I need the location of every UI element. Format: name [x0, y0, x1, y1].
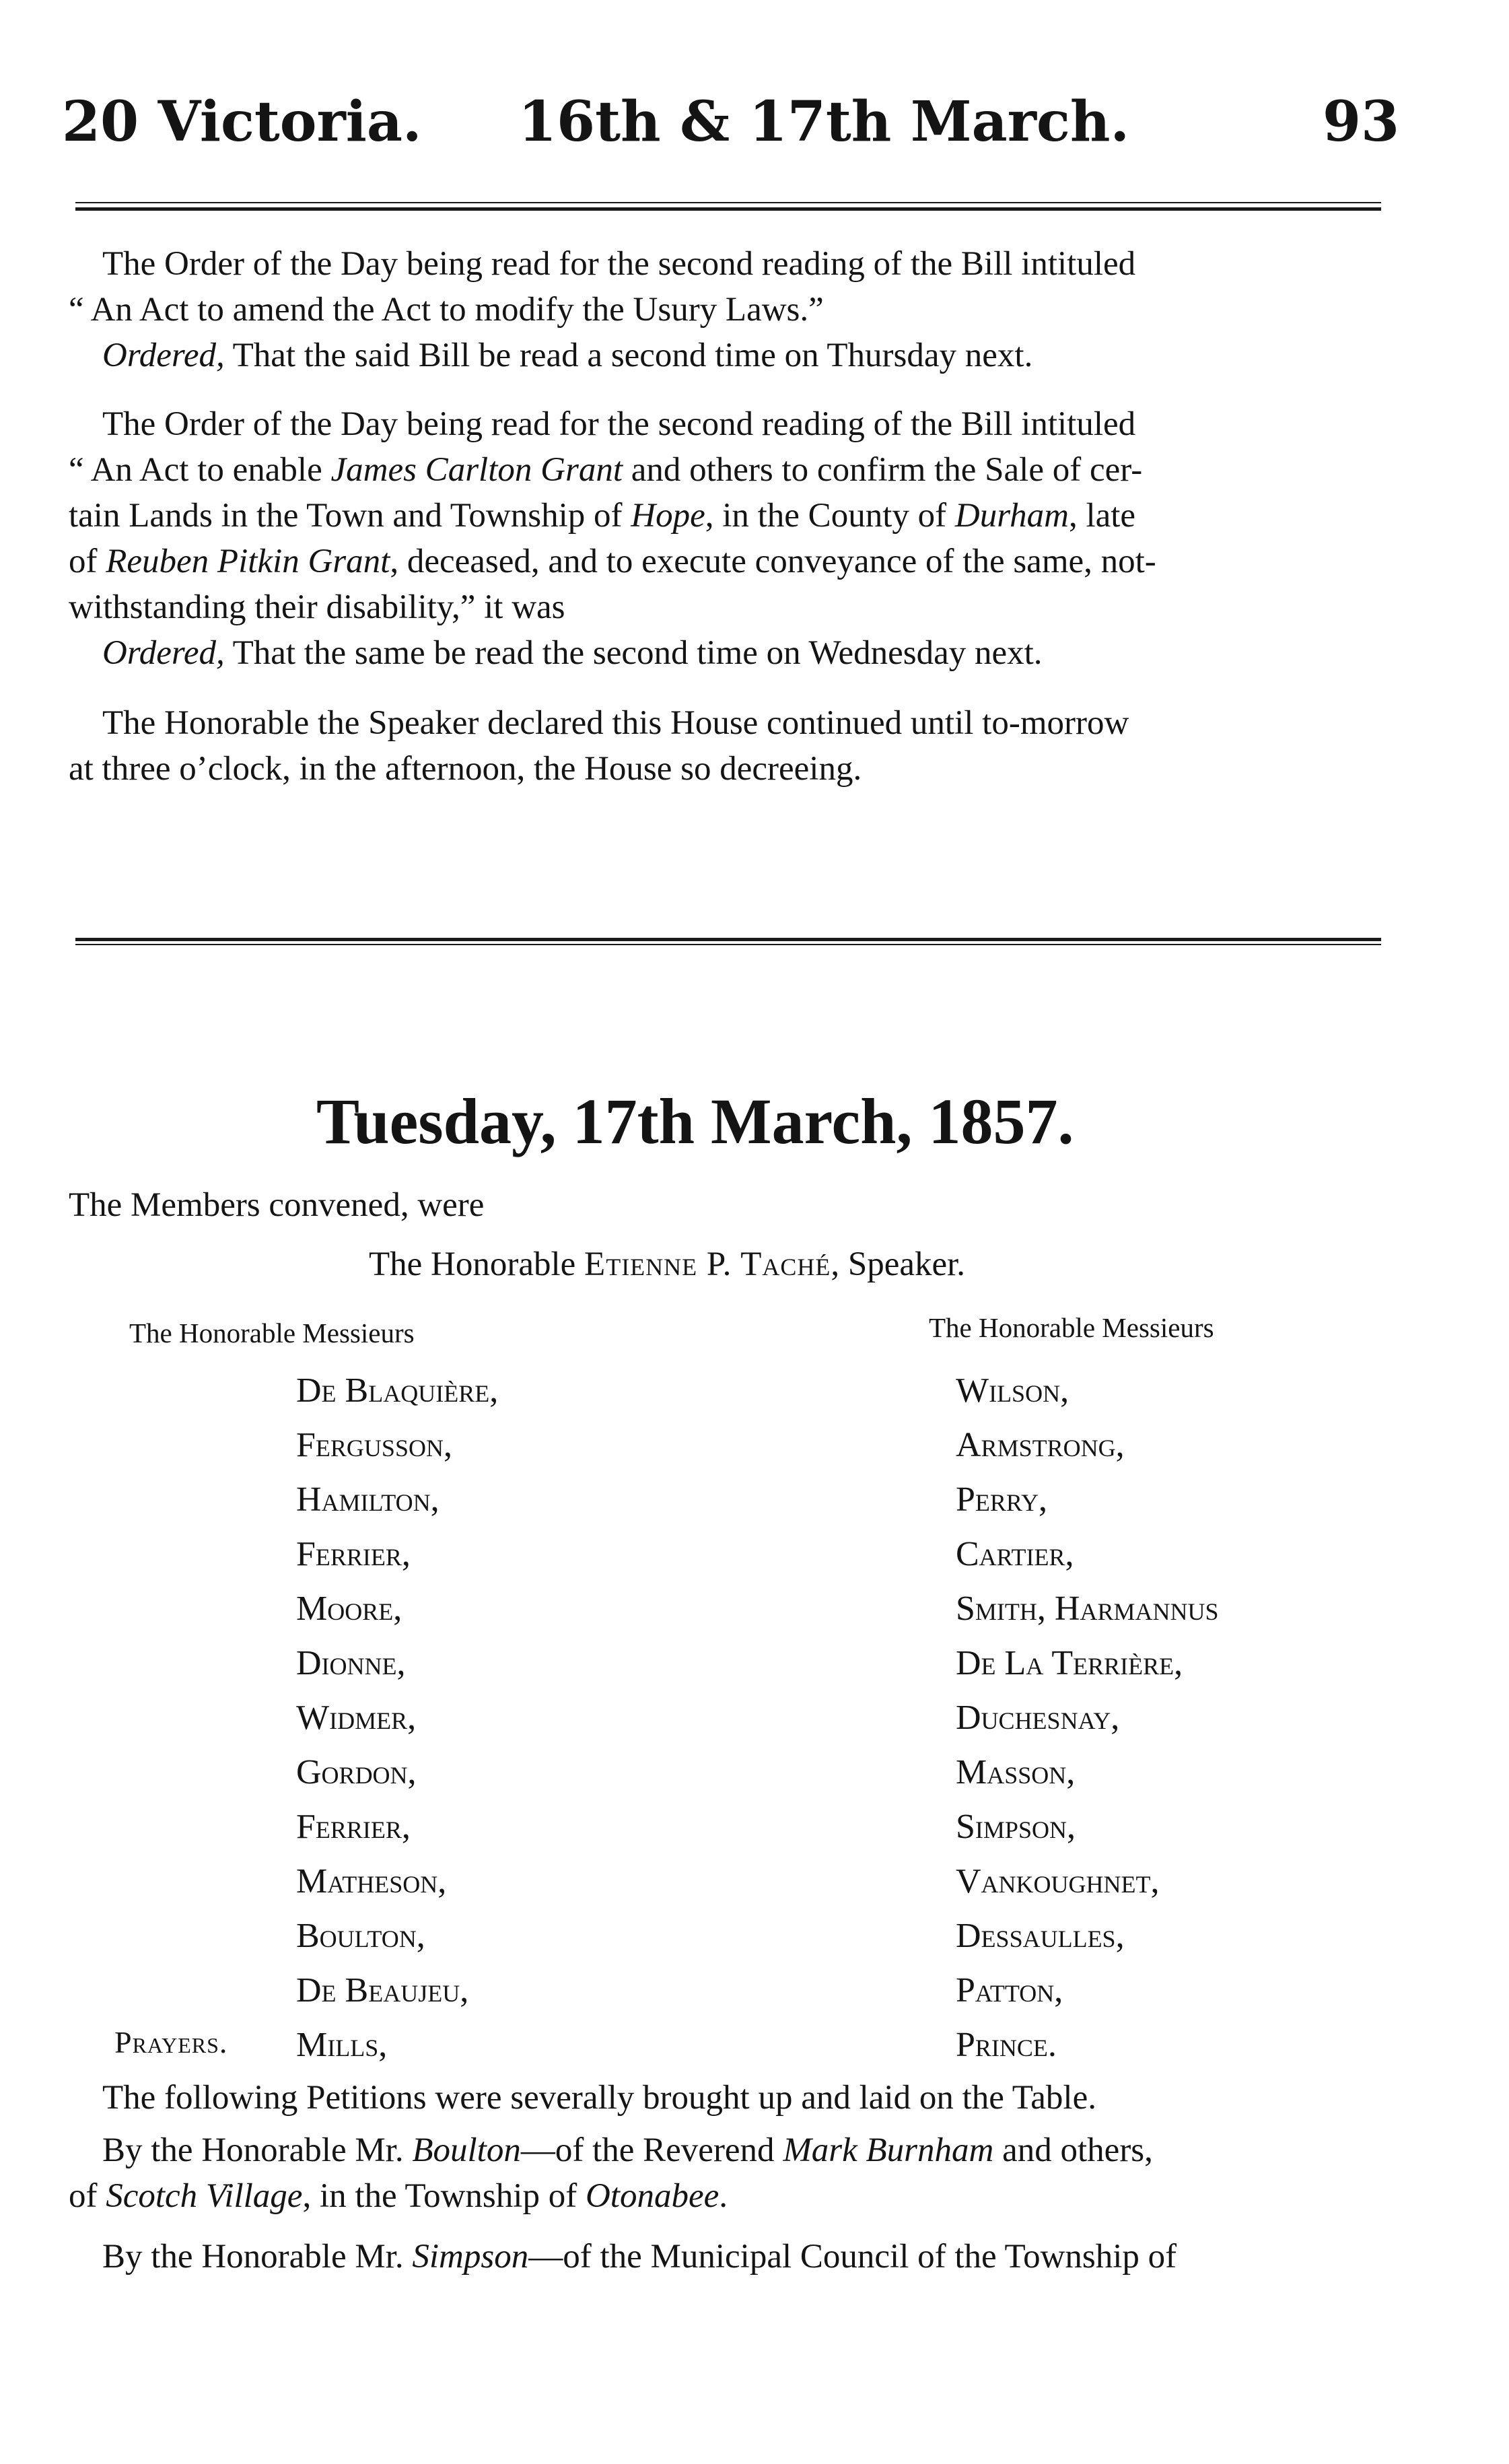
place-name: Hope [631, 497, 705, 535]
members-convened: The Members convened, were [69, 1186, 485, 1224]
paragraph-adjournment [69, 700, 1395, 792]
text-line: The following Petitions were severally brought up and laid on the Table. [102, 2079, 1096, 2117]
paragraph-grant-bill [69, 401, 1395, 676]
member-right: Masson, [956, 1753, 1076, 1791]
section-rule-thick [75, 938, 1381, 941]
text-span: and others to confirm the Sale of cer- [622, 451, 1143, 489]
member-right: Smith, Harmannus [956, 1589, 1219, 1628]
text-span: , in the Township of [302, 2177, 586, 2215]
petitions-block [69, 2075, 1395, 2280]
header-rule-thick [75, 207, 1381, 211]
speaker-name: Etienne P. Taché [584, 1245, 831, 1283]
text-span: , in the County of [705, 497, 955, 535]
text-span: —of the Municipal Council of the Township of [528, 2238, 1177, 2275]
member-left: Dionne, [296, 1644, 406, 1682]
text-line: at three o’clock, in the afternoon, the House so decreeing. [69, 750, 862, 788]
text-span: of [69, 543, 106, 580]
place-name: Scotch Village [106, 2177, 303, 2215]
text-span: That the said Bill be read a second time on Thursday next. [224, 337, 1033, 374]
member-right: De La Terrière, [956, 1644, 1183, 1682]
text-span: By the Honorable Mr. [102, 2131, 413, 2169]
speaker-line [369, 1241, 965, 1287]
member-right: Armstrong, [956, 1426, 1125, 1464]
day-heading: Tuesday, 17th March, 1857. [316, 1085, 1074, 1157]
member-left: Gordon, [296, 1753, 417, 1791]
person-name: Boulton [412, 2131, 521, 2169]
header-rule-thin [75, 202, 1381, 203]
header-center: 16th & 17th March. [518, 90, 1130, 154]
ordered-label: Ordered, [102, 634, 225, 672]
member-left: De Beaujeu, [296, 1971, 469, 2010]
text-line: The Order of the Day being read for the second reading of the Bill intituled [102, 245, 1136, 283]
text-line [69, 2234, 1395, 2280]
member-right: Duchesnay, [956, 1699, 1120, 1737]
text-line [69, 539, 1395, 584]
text-line [69, 630, 1395, 676]
member-right: Vankoughnet, [956, 1862, 1160, 1901]
member-left: Mills, [296, 2026, 388, 2064]
member-left: De Blaquière, [296, 1371, 499, 1410]
person-name: Reuben Pitkin Grant [106, 543, 390, 580]
member-right: Cartier, [956, 1535, 1074, 1573]
member-left: Fergusson, [296, 1426, 452, 1464]
member-left: Ferrier, [296, 1535, 411, 1573]
place-name: Durham [954, 497, 1069, 535]
text-line [69, 333, 1395, 378]
person-name: Mark Burnham [783, 2131, 994, 2169]
text-span: “ An Act to enable [69, 451, 331, 489]
member-right: Patton, [956, 1971, 1063, 2010]
text-line [69, 2127, 1395, 2173]
member-left: Moore, [296, 1589, 402, 1628]
text-span: tain Lands in the Town and Township of [69, 497, 631, 535]
place-name: Otonabee [585, 2177, 720, 2215]
person-name: Simpson [412, 2238, 529, 2275]
text-span: , deceased, and to execute conveyance of the same, not- [390, 543, 1156, 580]
text-span: By the Honorable Mr. [102, 2238, 413, 2275]
text-span: . [719, 2177, 728, 2215]
person-name: James Carlton Grant [330, 451, 623, 489]
text-line: withstanding their disability,” it was [69, 588, 565, 626]
prayers-label: Prayers. [114, 2025, 228, 2059]
text-span: The Honorable [369, 1245, 585, 1283]
text-span: and others, [993, 2131, 1153, 2169]
member-right: Wilson, [956, 1371, 1069, 1410]
text-span: —of the Reverend [520, 2131, 783, 2169]
right-column-heading: The Honorable Messieurs [929, 1312, 1214, 1343]
text-span: That the same be read the second time on Wednesday next. [224, 634, 1043, 672]
ordered-label: Ordered, [102, 337, 225, 374]
text-span: , late [1068, 497, 1136, 535]
text-line [69, 447, 1395, 493]
member-right: Perry, [956, 1480, 1047, 1519]
member-left: Widmer, [296, 1699, 417, 1737]
left-column-heading: The Honorable Messieurs [129, 1317, 415, 1348]
text-line: The Order of the Day being read for the second reading of the Bill intituled [102, 405, 1136, 443]
text-line: “ An Act to amend the Act to modify the Usury Laws.” [69, 291, 824, 329]
text-span: of [69, 2177, 106, 2215]
member-right: Dessaulles, [956, 1917, 1125, 1955]
text-span: , Speaker. [831, 1245, 966, 1283]
text-line [69, 2173, 1395, 2219]
header-left: 20 Victoria. [62, 90, 422, 154]
member-left: Boulton, [296, 1917, 425, 1955]
member-right: Simpson, [956, 1808, 1076, 1846]
section-rule-thin [75, 944, 1381, 945]
paragraph-usury-bill [69, 241, 1395, 378]
text-line: The Honorable the Speaker declared this House continued until to-morrow [102, 704, 1129, 742]
member-left: Hamilton, [296, 1480, 440, 1519]
text-line [69, 493, 1395, 539]
page-number: 93 [1323, 90, 1400, 154]
member-left: Ferrier, [296, 1808, 411, 1846]
member-left: Matheson, [296, 1862, 447, 1901]
member-right: Prince. [956, 2026, 1057, 2064]
